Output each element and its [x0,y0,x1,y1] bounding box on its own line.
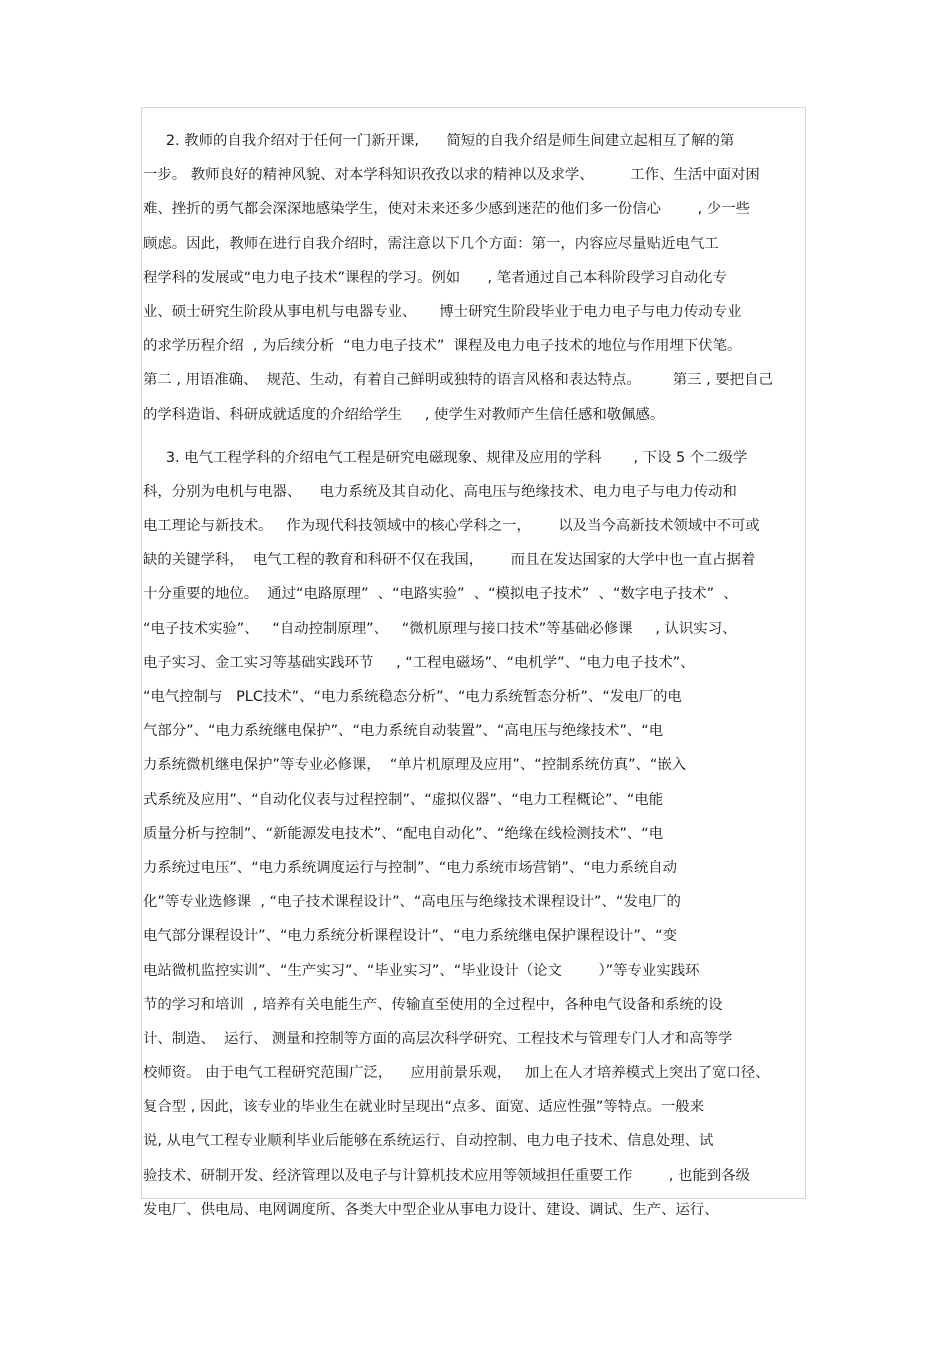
document-body [143,124,803,1227]
text-line: 力系统过电压”、“电力系统调度运行与控制”、“电力系统市场营销”、“电力系统自动 [143,859,678,876]
text-line: 十分重要的地位。 通过“电路原理” 、“电路实验” 、“模拟电子技术” 、“数字电子技术” 、 [143,586,738,603]
text-line: 顾虑。因此，教师在进行自我介绍时，需注意以下几个方面：第一，内容应尽量贴近电气工 [143,235,719,252]
text-line: 难、挫折的勇气都会深深地感染学生，使对未来还多少感到迷茫的他们多一份信心 , 少一些 [143,201,750,218]
paragraph-spacer [143,432,803,441]
text-line: 程学科的发展或“电力电子技术”课程的学习。例如 , 笔者通过自己本科阶段学习自动化专 [143,269,727,286]
text-line: 化”等专业选修课 , “电子技术课程设计”、“高电压与绝缘技术课程设计”、“发电厂的 [143,894,681,911]
text-line: 电子实习、金工实习等基础实践环节 , “工程电磁场”、“电机学”、“电力电子技术”、 [143,654,695,671]
text-line: 2. 教师的自我介绍对于任何一门新开课, 简短的自我介绍是师生间建立起相互了解的第 [143,133,735,149]
text-line: 第二 , 用语准确、 规范、生动，有着自己鲜明或独特的语言风格和表达特点。 第三 , 要把自己 [143,372,773,389]
text-line: 的求学历程介绍 , 为后续分析 “电力电子技术” 课程及电力电子技术的地位与作用埋下伏笔。 [143,338,742,355]
text-line: 说, 从电气工程专业顺利毕业后能够在系统运行、自动控制、电力电子技术、信息处理、试 [143,1133,714,1150]
text-line: 节的学习和培训 , 培养有关电能生产、传输直至使用的全过程中，各种电气设备和系统的设 [143,996,723,1013]
paragraph-discipline-introduction [143,441,803,1227]
text-line: 业、硕士研究生阶段从事电机与电器专业、 博士研究生阶段毕业于电力电子与电力传动专业 [143,303,742,320]
text-line: 计、制造、 运行、 测量和控制等方面的高层次科学研究、工程技术与管理专门人才和高等学 [143,1030,733,1047]
text-line: “电子技术实验”、 “自动控制原理”、 “微机原理与接口技术”等基础必修课 , 认识实习、 [143,620,737,637]
text-line: 质量分析与控制”、“新能源发电技术”、“配电自动化”、“绝缘在线检测技术”、“电 [143,825,664,842]
text-line: 校师资。 由于电气工程研究范围广泛， 应用前景乐观， 加上在人才培养模式上突出了宽口径、 [143,1065,770,1082]
text-line: 科，分别为电机与电器、 电力系统及其自动化、高电压与绝缘技术、电力电子与电力传动和 [143,483,737,500]
text-line: 力系统微机继电保护”等专业必修课， “单片机原理及应用”、“控制系统仿真”、“嵌入 [143,757,687,774]
text-line: 验技术、研制开发、经济管理以及电子与计算机技术应用等领域担任重要工作 , 也能到各级 [143,1167,750,1184]
text-line: 式系统及应用”、“自动化仪表与过程控制”、“虚拟仪器”、“电力工程概论”、“电能 [143,791,664,808]
text-line: 缺的关键学科， 电气工程的教育和科研不仅在我国， 而且在发达国家的大学中也一直占据着 [143,552,756,569]
text-line: “电气控制与 PLC技术”、“电力系统稳态分析”、“电力系统暂态分析”、“发电厂的电 [143,689,682,705]
text-line: 电站微机监控实训”、“生产实习”、“毕业实习”、“毕业设计（论文 ）”等专业实践环 [143,962,700,979]
text-line: 电气部分课程设计”、“电力系统分析课程设计”、“电力系统继电保护课程设计”、“变 [143,928,678,945]
text-line: 3. 电气工程学科的介绍电气工程是研究电磁现象、规律及应用的学科 , 下设 5 个二级学 [143,449,748,466]
text-line: 复合型 , 因此，该专业的毕业生在就业时呈现出“点多、面宽、适应性强”等特点。一般来 [143,1099,705,1116]
paragraph-self-introduction [143,124,803,432]
text-line: 一步。 教师良好的精神风貌、对本学科知识孜孜以求的精神以及求学、 工作、生活中面对困 [143,167,760,184]
text-line: 电工理论与新技术。 作为现代科技领域中的核心学科之一， 以及当今高新技术领域中不可或 [143,518,760,535]
text-line: 发电厂、供电局、电网调度所、各类大中型企业从事电力设计、建设、调试、生产、运行、 [143,1201,719,1218]
text-line: 气部分”、“电力系统继电保护”、“电力系统自动装置”、“高电压与绝缘技术”、“电 [143,723,664,740]
text-line: 的学科造诣、科研成就适度的介绍给学生 , 使学生对教师产生信任感和敬佩感。 [143,406,665,423]
